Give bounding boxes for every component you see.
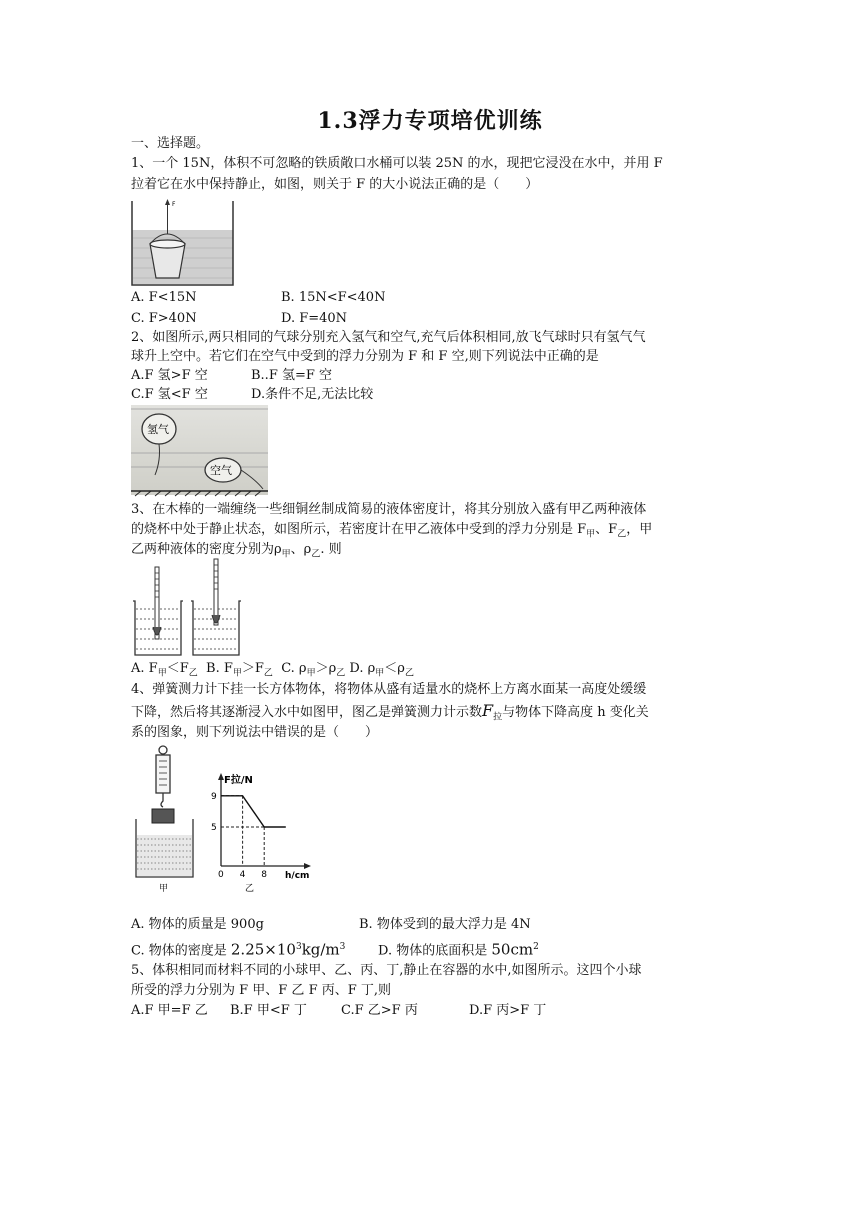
q4-force-height-chart [205,770,315,895]
q3-hydrometer-figure [131,557,243,657]
q4-spring-scale-figure [131,745,203,900]
q1-bucket-figure [131,198,235,288]
chart-x-tick: 4 [239,870,246,880]
q4-text-line2: 下降，然后将其逐渐浸入水中如图甲，图乙是弹簧测力计示数$F_拉$与物体下降高度 h 变化关 [131,701,649,723]
chart-series-line [221,796,286,827]
q5-option-d: D.F 丙>F 丁 [469,1003,547,1018]
chart-x-label: h/cm [285,871,310,881]
q3-text-line2: 的烧杯中处于静止状态，如图所示，若密度计在甲乙液体中受到的浮力分别是 $F_甲$、$F_乙$，甲 [131,522,653,540]
q2-option-d: D.条件不足,无法比较 [251,387,374,402]
q1-option-a: A. F<15N [131,290,197,305]
chart-y-tick: 5 [211,823,217,833]
q5-text-line1: 5、体积相同而材料不同的小球甲、乙、丙、丁,静止在容器的水中,如图所示。这四个小球 [131,963,642,978]
q1-option-b: B. 15N<F<40N [281,290,386,305]
q1-text-line2: 拉着它在水中保持静止，如图，则关于 F 的大小说法正确的是（ ） [131,177,539,192]
q4-option-b: B. 物体受到的最大浮力是 4N [359,917,531,932]
chart-y-label: F拉/N [224,775,253,786]
q3-text-line3: 乙两种液体的密度分别为$\rho_甲$、$\rho_乙$. 则 [131,542,342,560]
chart-x-arrow [304,863,311,869]
q2-balloon-figure [131,405,268,497]
chart-y-tick: 9 [211,791,217,802]
q1-option-d: D. F=40N [281,311,348,326]
q2-hydrogen-label: 氢气 [147,423,169,436]
q5-option-b: B.F 甲<F 丁 [230,1003,307,1018]
section-heading: 一、选择题。 [131,136,210,151]
q4-option-d: D. 物体的底面积是 $50cm^2$ [378,940,539,959]
q4-option-c: C. 物体的密度是 $2.25\times 10^3kg/m^3$ [131,940,346,959]
q2-text-line2: 球升上空中。若它们在空气中受到的浮力分别为 F 和 F 空,则下列说法中正确的是 [131,349,599,364]
q3-options: A. $F_甲<F_乙$ B. $F_甲>F_乙$ C. $\rho_甲>\rho_乙$ D. $\rho_甲<\rho_乙$ [131,661,414,679]
chart-x-tick: 0 [218,870,224,880]
q4-label-jia: 甲 [159,884,169,894]
page-title: 1.3浮力专项培优训练 [317,108,543,134]
q3-text-line1: 3、在木棒的一端缠绕一些细铜丝制成简易的液体密度计，将其分别放入盛有甲乙两种液体 [131,502,647,517]
q4-label-yi: 乙 [245,884,255,894]
q1-option-c: C. F>40N [131,311,197,326]
q5-option-c: C.F 乙>F 丙 [341,1003,418,1018]
q2-option-b: B..F 氢=F 空 [251,368,333,383]
q1-text-line1: 1、一个 15N，体积不可忽略的铁质敞口水桶可以装 25N 的水，现把它浸没在水中，并用 F [131,156,663,171]
q2-option-c: C.F 氢<F 空 [131,387,208,402]
q1-force-label: F [172,201,176,208]
q4-option-a: A. 物体的质量是 900g [131,917,264,932]
q5-option-a: A.F 甲=F 乙 [131,1003,208,1018]
chart-x-tick: 8 [261,870,267,880]
q2-air-label: 空气 [210,464,232,477]
q2-text-line1: 2、如图所示,两只相同的气球分别充入氢气和空气,充气后体积相同,放飞气球时只有氢气气 [131,330,646,345]
q5-text-line2: 所受的浮力分别为 F 甲、F 乙 F 丙、F 丁,则 [131,983,392,998]
q4-text-line1: 4、弹簧测力计下挂一长方体物体，将物体从盛有适量水的烧杯上方离水面某一高度处缓缓 [131,682,647,697]
q2-option-a: A.F 氢>F 空 [131,368,208,383]
q4-text-line3: 系的图象，则下列说法中错误的是（ ） [131,725,379,740]
